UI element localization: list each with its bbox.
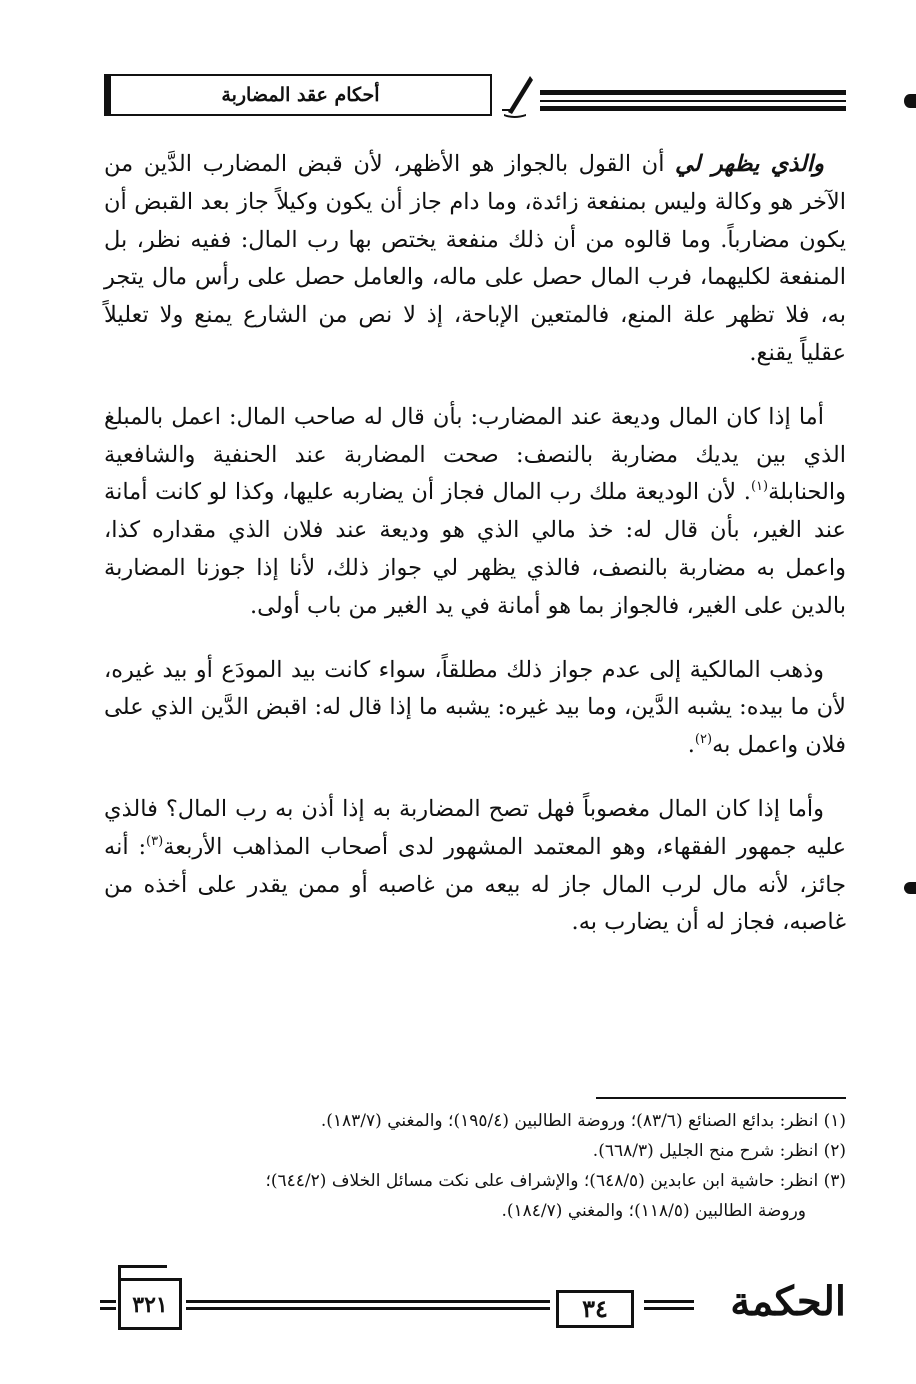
footnote: (٣) انظر: حاشية ابن عابدين (٦٤٨/٥)؛ والإشراف على نكت مسائل الخلاف (٦٤٤/٢)؛: [265, 1171, 846, 1191]
footnote: (١) انظر: بدائع الصنائع (٨٣/٦)؛ وروضة الطالبين (١٩٥/٤)؛ والمغني (١٨٣/٧).: [320, 1111, 846, 1131]
paragraph: [104, 399, 846, 626]
footer-rule: [186, 1297, 550, 1313]
paragraph: [104, 791, 846, 942]
paragraph-text: أن القول بالجواز هو الأظهر، لأن قبض المضارب الدَّين من الآخر هو وكالة وليس بمنفعة زائدة، وما دام جاز أن يكون وكيلاً جاز بعد القبض أن يكون مضارباً. وما قالوه من أن ذلك منفعة يختص بها رب المال: ففيه نظر، بل المنفعة لكليهما، فرب المال حصل على ماله، والعامل حصل على رأس مال يتجر به، فلا تظهر علة المنع، فالمتعين الإباحة، إذ لا نص من الشارع يمنع ولا تعليلاً عقلياً يقنع.: [104, 151, 846, 366]
footnote-ref: (١): [750, 479, 769, 495]
footnote: (٢) انظر: شرح منح الجليل (٦٦٨/٣).: [592, 1141, 846, 1161]
header-rules: [540, 90, 846, 111]
margin-mark: [904, 94, 916, 108]
paragraph-text: .: [687, 732, 695, 759]
lead-phrase: والذي يظهر لي: [675, 151, 824, 177]
footnote-ref: (٢): [694, 732, 713, 748]
quill-pen-icon: [500, 74, 540, 118]
paragraph-text: وأما إذا كان المال مغصوباً فهل تصح المضاربة به إذا أذن به رب المال؟ فالذي عليه جمهور الفقهاء، وهو المعتمد المشهور لدى أصحاب المذاهب الأربعة: [104, 795, 847, 860]
footnote-separator: [596, 1097, 846, 1099]
footnote-ref: (٣): [146, 833, 164, 849]
margin-mark: [904, 882, 916, 894]
footnote-continuation: وروضة الطالبين (١١٨/٥)؛ والمغني (١٨٤/٧).: [501, 1201, 806, 1221]
running-title: أحكام عقد المضاربة: [104, 74, 492, 116]
journal-logo: الحكمة: [730, 1278, 846, 1325]
paragraph: [104, 652, 846, 765]
footer-rule: [644, 1297, 694, 1313]
page-number: ٣٢١: [118, 1278, 182, 1330]
paragraph-text: . لأن الوديعة ملك رب المال فجاز أن يضاربه عليها، وكذا لو كانت أمانة عند الغير، بأن قال له: خذ مالي الذي هو وديعة عند فلان الذي مقداره كذا، واعمل به مضاربة بالنصف، فالذي يظهر لي جواز ذلك، لأنا إذا جوزنا المضاربة بالدين على الغير، فالجواز بما هو أمانة في يد الغير من باب أولى.: [104, 479, 846, 619]
paragraph-text: وذهب المالكية إلى عدم جواز ذلك مطلقاً، سواء كانت بيد المودَع أو بيد غيره، لأن ما بيده: يشبه الدَّين، وما بيد غيره: يشبه ما إذا قال له: اقبض الدَّين الذي على فلان واعمل به: [104, 656, 846, 759]
paragraph-text: أما إذا كان المال وديعة عند المضارب: بأن قال له صاحب المال: اعمل بالمبلغ الذي بين يديك مضاربة بالنصف: صحت المضاربة عند الحنفية والشافعية والحنابلة: [104, 403, 846, 506]
footnotes: [104, 1106, 846, 1226]
paragraph: [104, 146, 846, 373]
footer-rule: [100, 1297, 116, 1313]
paragraph-text: : أنه جائز، لأنه مال لرب المال جاز له بيعه من غاصبه أو ممن يقدر على أخذه من غاصبه، فجاز له أن يضارب به.: [104, 833, 846, 936]
main-text: [104, 146, 846, 968]
issue-number: ٣٤: [556, 1290, 634, 1328]
